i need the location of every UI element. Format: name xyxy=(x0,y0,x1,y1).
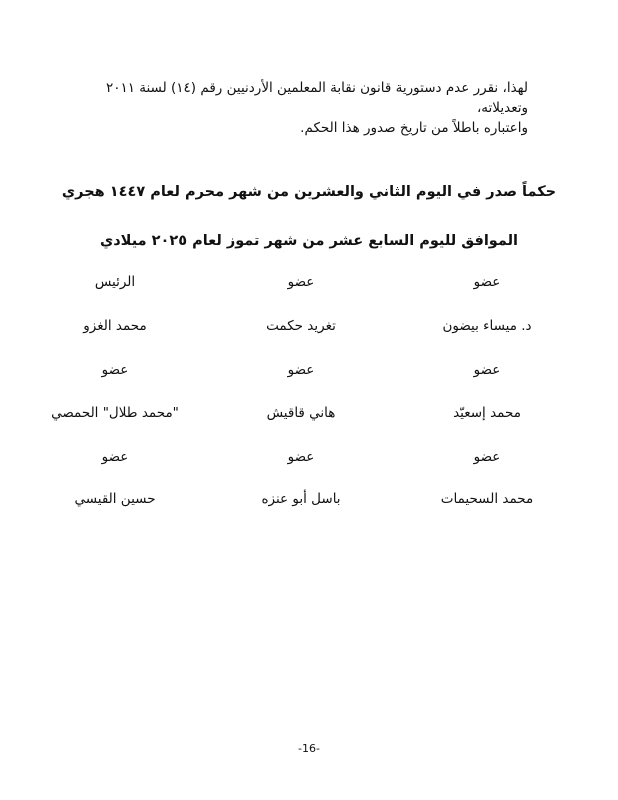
signatory-role: عضو xyxy=(473,362,501,378)
gregorian-date-heading: الموافق لليوم السابع عشر من شهر تموز لعام ٢٠٢٥ ميلادي xyxy=(99,233,519,249)
signatory-role: عضو xyxy=(101,362,129,378)
signatory-role: عضو xyxy=(287,449,315,465)
signatory-role: عضو xyxy=(101,449,129,465)
signatory-name: حسين القيسي xyxy=(74,491,156,507)
signatory-name: د. ميساء بيضون xyxy=(442,318,532,334)
signatory-name: محمد السحيمات xyxy=(440,491,534,507)
signatory-name: "محمد طلال" الحمصي xyxy=(51,405,179,421)
signatory-role: عضو xyxy=(473,449,501,465)
hijri-date-heading: حكماً صدر في اليوم الثاني والعشرين من شهر محرم لعام ١٤٤٧ هجري xyxy=(61,184,557,200)
ruling-line-1: لهذا، نقرر عدم دستورية قانون نقابة المعلمين الأردنيين رقم (١٤) لسنة ٢٠١١ وتعديلاته، xyxy=(105,80,528,116)
signatory-name: محمد إسعيّد xyxy=(453,405,521,421)
signatory-role: عضو xyxy=(287,362,315,378)
signatory-name: محمد الغزو xyxy=(83,318,147,334)
signatory-name: باسل أبو عنزه xyxy=(261,491,341,507)
signatory-role: عضو xyxy=(287,274,315,290)
signatory-role: الرئيس xyxy=(94,274,136,290)
signatory-role: عضو xyxy=(473,274,501,290)
page-number: -16- xyxy=(298,742,320,755)
signatory-name: هاني قاقيش xyxy=(266,405,336,421)
signatory-name: تغريد حكمت xyxy=(266,318,336,334)
ruling-paragraph xyxy=(60,78,528,138)
ruling-line-2: واعتباره باطلاً من تاريخ صدور هذا الحكم. xyxy=(300,120,528,136)
